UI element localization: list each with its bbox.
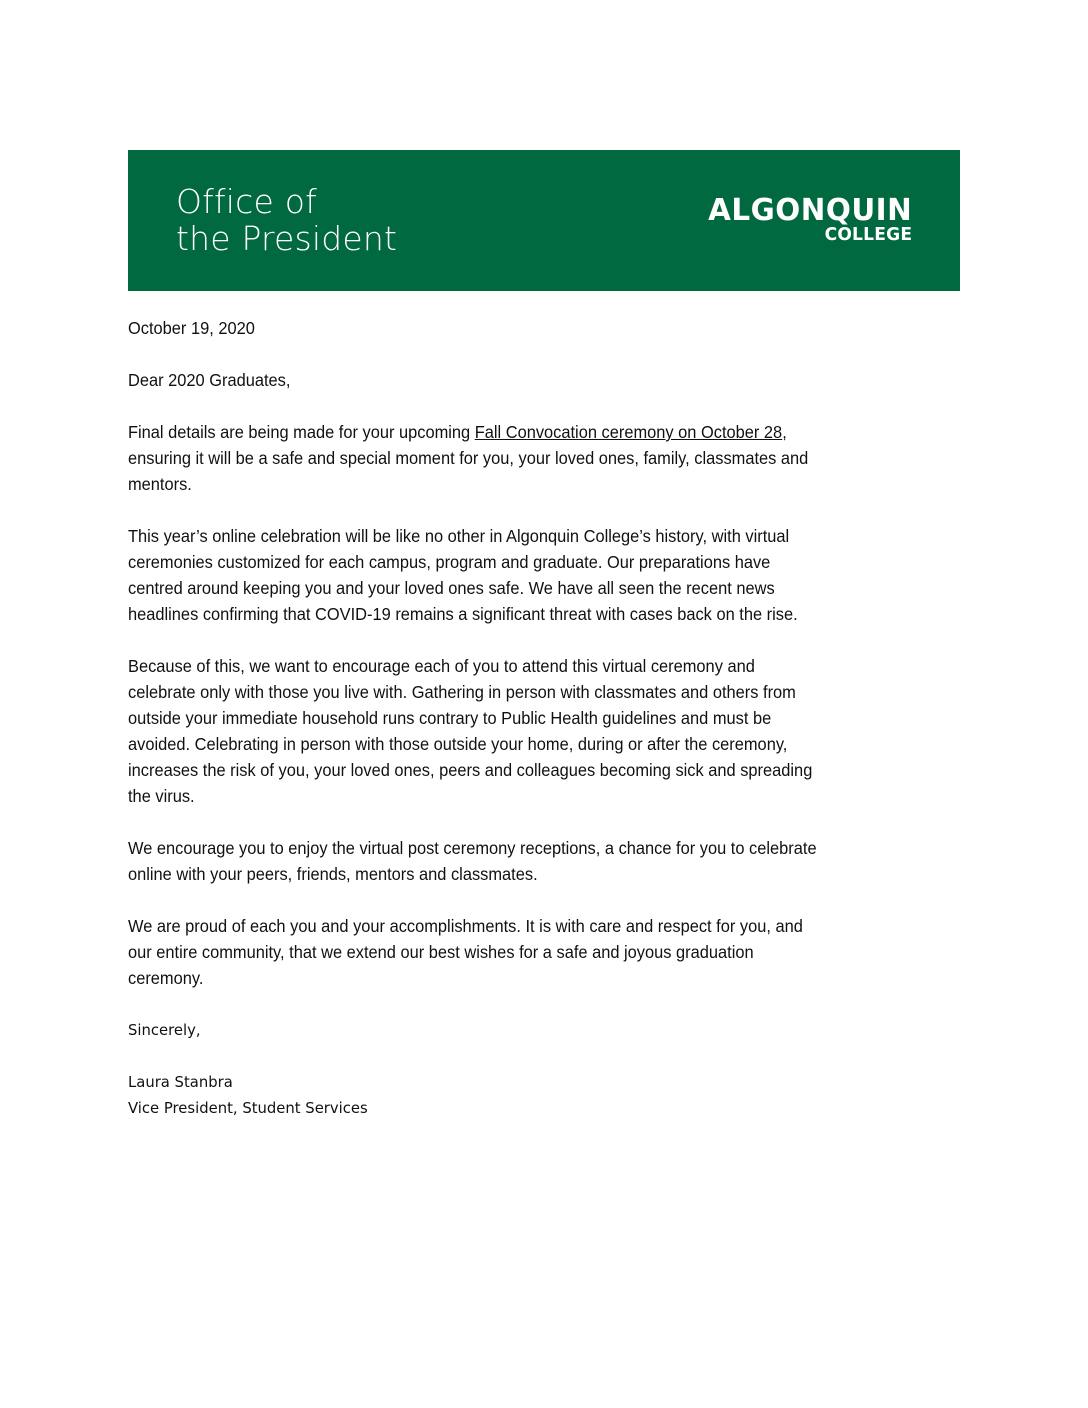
- paragraph-5-line: ceremony.: [128, 968, 204, 988]
- paragraph-4-line: online with your peers, friends, mentors and classmates.: [128, 864, 538, 884]
- paragraph-3-line: celebrate only with those you live with. Gathering in person with classmates and others from: [128, 682, 796, 702]
- paragraph-4-line: We encourage you to enjoy the virtual post ceremony receptions, a chance for you to celebrate: [128, 838, 817, 858]
- paragraph-5-line: We are proud of each you and your accomplishments. It is with care and respect for you, and: [128, 916, 803, 936]
- paragraph-3-line: Because of this, we want to encourage each of you to attend this virtual ceremony and: [128, 656, 755, 676]
- signature-block: [128, 1069, 930, 1121]
- paragraph-1: [128, 419, 930, 497]
- office-title-line1: Office of: [176, 182, 317, 221]
- header-banner: [128, 150, 960, 291]
- paragraph-3-line: avoided. Celebrating in person with those outside your home, during or after the ceremony,: [128, 734, 788, 754]
- closing: Sincerely,: [128, 1021, 201, 1039]
- paragraph-2-line: centred around keeping you and your loved ones safe. We have all seen the recent news: [128, 578, 775, 598]
- paragraph-4: [128, 835, 930, 887]
- paragraph-2: [128, 523, 930, 627]
- office-title-line2: the President: [176, 219, 398, 258]
- logo-subtext: COLLEGE: [824, 224, 912, 245]
- algonquin-college-logo: [704, 193, 912, 245]
- paragraph-5-line: our entire community, that we extend our best wishes for a safe and joyous graduation: [128, 942, 754, 962]
- letter-salutation: Dear 2020 Graduates,: [128, 370, 291, 390]
- convocation-link[interactable]: Fall Convocation ceremony on October 28: [474, 422, 783, 442]
- paragraph-1-line-2: ensuring it will be a safe and special moment for you, your loved ones, family, classmates and: [128, 448, 809, 468]
- paragraph-3-line: increases the risk of you, your loved ones, peers and colleagues becoming sick and spreading: [128, 760, 813, 780]
- paragraph-1-punct: ,: [782, 422, 787, 442]
- paragraph-3-line: the virus.: [128, 786, 195, 806]
- letter-date: October 19, 2020: [128, 318, 255, 338]
- paragraph-3-line: outside your immediate household runs contrary to Public Health guidelines and must be: [128, 708, 772, 728]
- paragraph-2-line: headlines confirming that COVID-19 remains a significant threat with cases back on the rise.: [128, 604, 798, 624]
- paragraph-5: [128, 913, 930, 991]
- signer-title: Vice President, Student Services: [128, 1099, 368, 1117]
- paragraph-1-line-3: mentors.: [128, 474, 192, 494]
- office-title: [176, 183, 397, 257]
- paragraph-1-text: Final details are being made for your upcoming: [128, 422, 475, 442]
- paragraph-2-line: This year’s online celebration will be like no other in Algonquin College’s history, with virtual: [128, 526, 790, 546]
- logo-wordmark: ALGONQUIN: [707, 193, 912, 228]
- paragraph-1-line-1: [128, 419, 930, 445]
- paragraph-3: [128, 653, 930, 809]
- letter-body: [128, 315, 968, 1147]
- paragraph-2-line: ceremonies customized for each campus, program and graduate. Our preparations have: [128, 552, 771, 572]
- signer-name: Laura Stanbra: [128, 1073, 233, 1091]
